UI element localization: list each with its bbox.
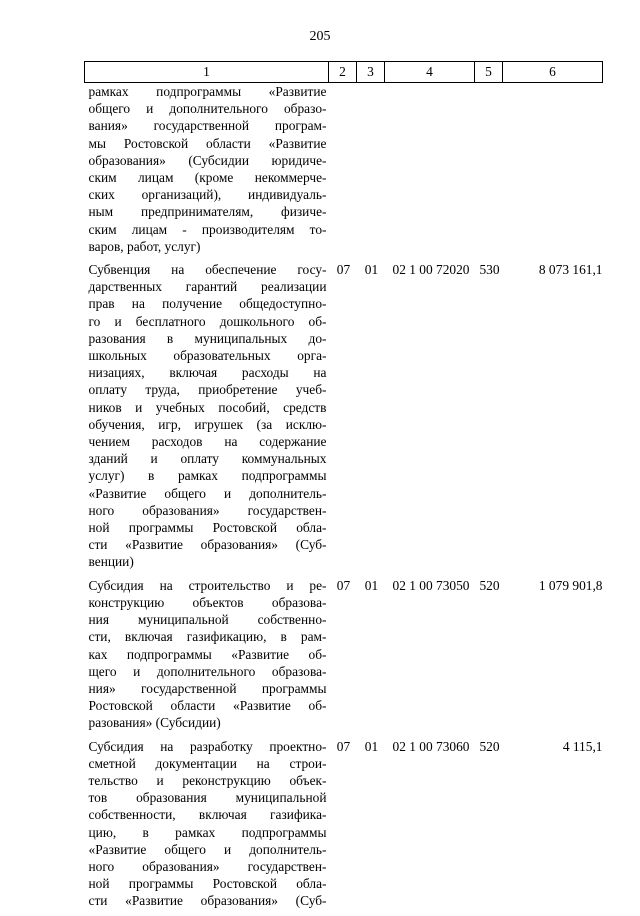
description-line: школьных образовательных орга- (88, 348, 327, 364)
description-line: ках подпрограммы «Развитие об- (88, 646, 327, 662)
description-line: варов, работ, услуг) (88, 238, 201, 254)
row-description (85, 261, 329, 577)
row-expense-type: 530 (479, 262, 500, 278)
description-line: оплату труда, приобретение учеб- (88, 382, 327, 398)
description-line: тельство и реконструкцию объек- (88, 772, 327, 788)
description-line: обучения, игр, игрушек (за исклю- (88, 416, 327, 432)
description-line: Субсидия на разработку проектно- (88, 738, 327, 754)
table-row (85, 738, 603, 916)
description-line: Субсидия на строительство и ре- (88, 577, 327, 593)
description-line: Субвенция на обеспечение госу- (88, 262, 327, 278)
description-line: низациях, включая расходы на (88, 365, 327, 381)
description-line: щего и дополнительного образова- (88, 663, 327, 679)
description-line: ния» государственной программы (88, 680, 327, 696)
row-target-article: 02 1 00 72020 (392, 262, 470, 278)
description-line: собственности, включая газифика- (88, 807, 327, 823)
description-line: цию, в рамках подпрограммы (88, 824, 327, 840)
row-section: 07 (336, 738, 351, 754)
column-header-target-article: 4 (385, 62, 475, 83)
description-line: услуг) в рамках подпрограммы (88, 468, 327, 484)
row-amount: 8 073 161,1 (538, 262, 603, 278)
table-header-row (85, 62, 603, 83)
row-description (85, 738, 329, 916)
description-line: ским лицам (кроме некоммерче- (88, 170, 327, 186)
table-row (85, 261, 603, 577)
description-line: ным предпринимателям, физиче- (88, 204, 327, 220)
description-line: ских организаций), индивидуаль- (88, 187, 327, 203)
row-target-article: 02 1 00 73060 (392, 738, 470, 754)
description-line: разования» (Субсидии) (88, 715, 221, 731)
table-row (85, 577, 603, 738)
description-line: образования» (Субсидии юридиче- (88, 152, 327, 168)
description-line: ским лицам - производителям то- (88, 221, 327, 237)
description-line: сметной документации на строи- (88, 755, 327, 771)
description-line: сти «Развитие образования» (Суб- (88, 893, 327, 909)
row-target-article (385, 83, 475, 262)
row-description (85, 83, 329, 262)
description-line: ного образования» государствен- (88, 502, 327, 518)
column-header-amount: 6 (503, 62, 603, 83)
description-line: общего и дополнительного образо- (88, 101, 327, 117)
description-line: «Развитие общего и дополнитель- (88, 485, 327, 501)
row-subsection: 01 (364, 577, 379, 593)
description-line: зданий и оплату коммунальных (88, 451, 327, 467)
row-amount: 4 115,1 (562, 738, 603, 754)
table-row (85, 83, 603, 262)
row-expense-type: 520 (479, 577, 500, 593)
row-target-article: 02 1 00 73050 (392, 577, 470, 593)
description-line: чением расходов на содержание (88, 434, 327, 450)
row-subsection: 01 (364, 738, 379, 754)
budget-table (84, 61, 603, 916)
row-section: 07 (336, 262, 351, 278)
description-line: венции) (88, 554, 134, 570)
row-section: 07 (336, 577, 351, 593)
description-line: сти, включая газификацию, в рам- (88, 629, 327, 645)
description-line: дарственных гарантий реализации (88, 279, 327, 295)
description-line: прав на получение общедоступно- (88, 296, 327, 312)
row-amount (503, 83, 603, 262)
description-line: «Развитие общего и дополнитель- (88, 841, 327, 857)
column-header-subsection: 3 (357, 62, 385, 83)
row-expense-type: 520 (479, 738, 500, 754)
description-line: ния муниципальной собственно- (88, 612, 327, 628)
description-line: ников и учебных пособий, средств (88, 399, 327, 415)
description-line: тов образования муниципальной (88, 790, 327, 806)
column-header-description: 1 (85, 62, 329, 83)
row-section (329, 83, 357, 262)
row-description (85, 577, 329, 738)
row-subsection (357, 83, 385, 262)
description-line: рамках подпрограммы «Развитие (88, 84, 327, 99)
description-line: разования в муниципальных до- (88, 330, 327, 346)
description-line: ного образования» государствен- (88, 858, 327, 874)
row-amount: 1 079 901,8 (538, 577, 603, 593)
description-line: го и бесплатного дошкольного об- (88, 313, 327, 329)
column-header-expense-type: 5 (475, 62, 503, 83)
description-line: конструкцию объектов образова- (88, 594, 327, 610)
row-subsection: 01 (364, 262, 379, 278)
description-line: ной программы Ростовской обла- (88, 876, 327, 892)
page-number: 205 (309, 29, 331, 44)
description-line: сти «Развитие образования» (Суб- (88, 537, 327, 553)
description-line: вания» государственной програм- (88, 118, 327, 134)
row-expense-type (475, 83, 503, 262)
description-line: мы Ростовской области «Развитие (88, 135, 327, 151)
column-header-section: 2 (329, 62, 357, 83)
description-line: Ростовской области «Развитие об- (88, 698, 327, 714)
description-line: ной программы Ростовской обла- (88, 520, 327, 536)
